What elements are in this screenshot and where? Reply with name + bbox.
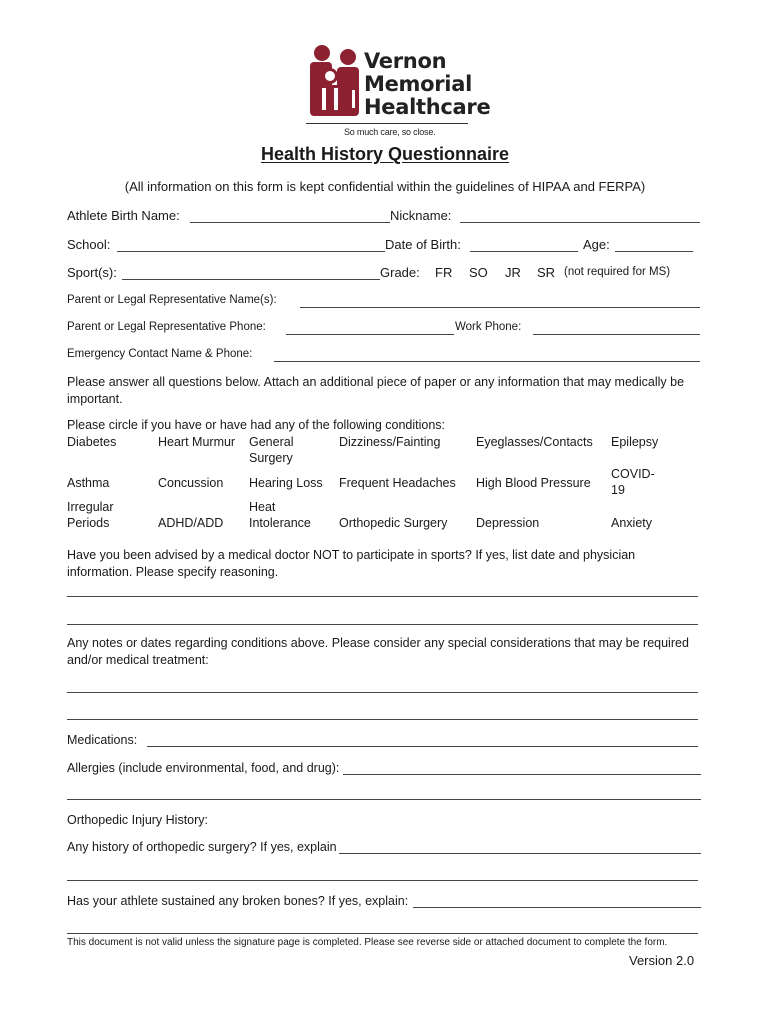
advised-answer-line-1[interactable] [67, 596, 698, 597]
footer-note: This document is not valid unless the signature page is completed. Please see reverse side or attached document to complete the form. [67, 937, 668, 948]
grade-option-sr[interactable]: SR [537, 265, 556, 280]
grade-option-jr[interactable]: JR [505, 265, 521, 280]
advised-answer-line-2[interactable] [67, 624, 698, 625]
conditions-prompt: Please circle if you have or have had any of the following conditions: [67, 418, 446, 432]
logo-tagline: So much care, so close. [344, 127, 436, 137]
ortho-surgery-field-line-2[interactable] [67, 880, 698, 881]
notes-answer-line-1[interactable] [67, 692, 698, 693]
condition-hearing-loss[interactable]: Hearing Loss [249, 476, 323, 490]
age-field[interactable] [615, 251, 693, 252]
work-phone-label: Work Phone: [455, 321, 522, 333]
work-phone-field[interactable] [533, 334, 700, 335]
logo-line-1: Vernon [364, 49, 447, 73]
sports-label: Sport(s): [67, 265, 117, 280]
nickname-label: Nickname: [390, 208, 452, 223]
logo [306, 44, 491, 144]
parent-name-field[interactable] [300, 307, 700, 308]
condition-concussion[interactable]: Concussion [158, 476, 224, 490]
condition-eyeglasses-contacts[interactable]: Eyeglasses/Contacts [476, 435, 593, 449]
athlete-birth-name-field[interactable] [190, 222, 390, 223]
parent-name-label: Parent or Legal Representative Name(s): [67, 294, 277, 306]
allergies-label: Allergies (include environmental, food, and drug): [67, 761, 340, 775]
condition-anxiety[interactable]: Anxiety [611, 516, 652, 530]
condition-epilepsy[interactable]: Epilepsy [611, 435, 659, 449]
notes-answer-line-2[interactable] [67, 719, 698, 720]
parent-phone-label: Parent or Legal Representative Phone: [67, 321, 266, 333]
athlete-birth-name-label: Athlete Birth Name: [67, 208, 180, 223]
ortho-surgery-label: Any history of orthopedic surgery? If yes, explain [67, 840, 337, 854]
logo-divider [306, 123, 468, 124]
grade-label: Grade: [380, 265, 420, 280]
version-label: Version 2.0 [629, 953, 695, 968]
condition-frequent-headaches[interactable]: Frequent Headaches [339, 476, 456, 490]
condition-depression[interactable]: Depression [476, 516, 540, 530]
allergies-field-line-2[interactable] [67, 799, 701, 800]
emergency-contact-label: Emergency Contact Name & Phone: [67, 348, 253, 360]
date-of-birth-label: Date of Birth: [385, 237, 461, 252]
school-label: School: [67, 237, 111, 252]
nickname-field[interactable] [460, 222, 700, 223]
question-notes: Any notes or dates regarding conditions above. Please consider any special considerations that may be required and/or medical treatment: [67, 636, 689, 667]
ortho-history-label: Orthopedic Injury History: [67, 813, 209, 827]
condition-dizziness-fainting[interactable]: Dizziness/Fainting [339, 435, 441, 449]
condition-orthopedic-surgery[interactable]: Orthopedic Surgery [339, 516, 448, 530]
condition-asthma[interactable]: Asthma [67, 476, 110, 490]
medications-label: Medications: [67, 733, 138, 747]
logo-people-icon [306, 44, 366, 120]
condition-covid-19[interactable]: COVID-19 [611, 467, 655, 497]
logo-line-3: Healthcare [364, 95, 491, 119]
subtitle: (All information on this form is kept confidential within the guidelines of HIPAA and FERPA) [124, 179, 646, 194]
grade-note: (not required for MS) [564, 266, 671, 278]
sports-field[interactable] [122, 279, 380, 280]
medications-field[interactable] [147, 746, 698, 747]
condition-heart-murmur[interactable]: Heart Murmur [158, 435, 236, 449]
condition-general-surgery[interactable]: General Surgery [249, 435, 294, 465]
logo-line-2: Memorial [364, 72, 472, 96]
grade-option-so[interactable]: SO [469, 265, 488, 280]
broken-bones-field[interactable] [413, 907, 701, 908]
parent-phone-field[interactable] [286, 334, 454, 335]
broken-bones-label: Has your athlete sustained any broken bones? If yes, explain: [67, 894, 409, 908]
question-advised: Have you been advised by a medical doctor NOT to participate in sports? If yes, list date and physician information. Please specify reasoning. [67, 548, 636, 579]
ortho-surgery-field[interactable] [339, 853, 701, 854]
condition-irregular-periods[interactable]: Irregular Periods [67, 500, 114, 530]
condition-heat-intolerance[interactable]: Heat Intolerance [249, 500, 311, 530]
condition-adhd-add[interactable]: ADHD/ADD [158, 516, 224, 530]
age-label: Age: [583, 237, 610, 252]
condition-diabetes[interactable]: Diabetes [67, 435, 117, 449]
page-title: Health History Questionnaire [260, 144, 510, 164]
date-of-birth-field[interactable] [470, 251, 578, 252]
instructions: Please answer all questions below. Attach an additional piece of paper or any information that may medically be important. [67, 375, 685, 406]
school-field[interactable] [117, 251, 385, 252]
allergies-field[interactable] [343, 774, 701, 775]
emergency-contact-field[interactable] [274, 361, 700, 362]
grade-option-fr[interactable]: FR [435, 265, 453, 280]
condition-high-blood-pressure[interactable]: High Blood Pressure [476, 476, 591, 490]
